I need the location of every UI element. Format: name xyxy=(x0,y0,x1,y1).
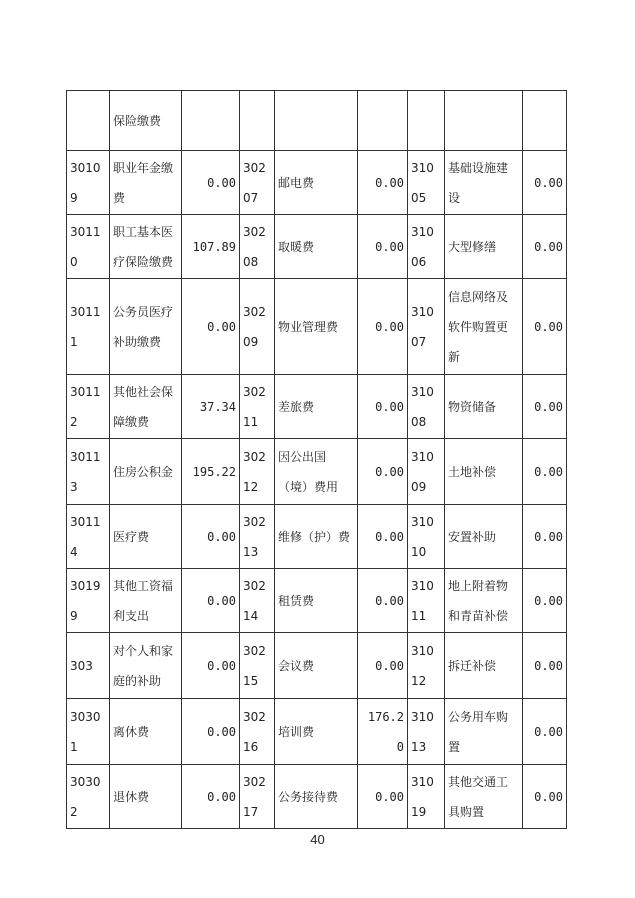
table-cell-v1: 0.00 xyxy=(182,569,240,633)
table-cell-c3: 31013 xyxy=(408,699,445,765)
table-row xyxy=(67,91,567,151)
table-cell-v1: 0.00 xyxy=(182,633,240,699)
table-cell-v2: 0.00 xyxy=(358,375,408,439)
table-cell-n1: 职业年金缴费 xyxy=(110,151,182,215)
table-cell-c3: 31006 xyxy=(408,215,445,279)
table-cell-v2: 0.00 xyxy=(358,279,408,375)
table-cell-n1: 职工基本医疗保险缴费 xyxy=(110,215,182,279)
table-cell-c3: 31019 xyxy=(408,765,445,829)
table-cell-n2: 租赁费 xyxy=(275,569,358,633)
table-cell-n3: 信息网络及软件购置更新 xyxy=(445,279,523,375)
table-cell-c1: 30110 xyxy=(67,215,110,279)
table-cell-c2: 30213 xyxy=(240,505,275,569)
table-body xyxy=(67,91,567,829)
budget-table xyxy=(66,90,567,829)
table-cell-n2: 维修（护）费 xyxy=(275,505,358,569)
table-cell-n2: 物业管理费 xyxy=(275,279,358,375)
table-cell-n2: 取暖费 xyxy=(275,215,358,279)
table-cell-v2: 0.00 xyxy=(358,569,408,633)
table-cell-v1: 195.22 xyxy=(182,439,240,505)
table-cell-v3: 0.00 xyxy=(523,375,567,439)
table-cell-c1: 30301 xyxy=(67,699,110,765)
table-cell-n3: 其他交通工具购置 xyxy=(445,765,523,829)
table-cell-v1: 37.34 xyxy=(182,375,240,439)
table-cell-c3: 31008 xyxy=(408,375,445,439)
table-cell-n2: 培训费 xyxy=(275,699,358,765)
table-cell-c3: 31012 xyxy=(408,633,445,699)
table-cell-c1: 30112 xyxy=(67,375,110,439)
table-cell-v2: 176.20 xyxy=(358,699,408,765)
table-cell-n3: 拆迁补偿 xyxy=(445,633,523,699)
table-cell-n3: 公务用车购置 xyxy=(445,699,523,765)
table-cell-v3: 0.00 xyxy=(523,279,567,375)
table-cell-n3: 大型修缮 xyxy=(445,215,523,279)
table-row xyxy=(67,439,567,505)
table-cell-n1: 保险缴费 xyxy=(110,91,182,151)
table-cell-v2: 0.00 xyxy=(358,765,408,829)
table-cell-c1: 30199 xyxy=(67,569,110,633)
table-cell-c3: 31007 xyxy=(408,279,445,375)
table-cell-c1: 30302 xyxy=(67,765,110,829)
table-cell-c1: 30109 xyxy=(67,151,110,215)
table-cell-n3: 物资储备 xyxy=(445,375,523,439)
table-cell-c1: 30114 xyxy=(67,505,110,569)
table-cell-n2: 差旅费 xyxy=(275,375,358,439)
table-cell-n2: 邮电费 xyxy=(275,151,358,215)
table-cell-v3: 0.00 xyxy=(523,505,567,569)
table-row xyxy=(67,215,567,279)
table-cell-n1: 其他工资福利支出 xyxy=(110,569,182,633)
table-cell-v1: 0.00 xyxy=(182,279,240,375)
table-cell-n1: 医疗费 xyxy=(110,505,182,569)
table-cell-v1: 0.00 xyxy=(182,505,240,569)
table-cell-n3 xyxy=(445,91,523,151)
table-cell-v2: 0.00 xyxy=(358,633,408,699)
table-cell-c3: 31011 xyxy=(408,569,445,633)
table-cell-c2: 30216 xyxy=(240,699,275,765)
table-cell-c2: 30212 xyxy=(240,439,275,505)
table-cell-c3 xyxy=(408,91,445,151)
table-cell-v2: 0.00 xyxy=(358,215,408,279)
table-cell-v2: 0.00 xyxy=(358,439,408,505)
table-cell-c3: 31010 xyxy=(408,505,445,569)
table-cell-c2: 30207 xyxy=(240,151,275,215)
table-cell-n3: 地上附着物和青苗补偿 xyxy=(445,569,523,633)
table-cell-n3: 土地补偿 xyxy=(445,439,523,505)
table-row xyxy=(67,569,567,633)
table-cell-c3: 31009 xyxy=(408,439,445,505)
table-cell-c2: 30209 xyxy=(240,279,275,375)
page-number: 40 xyxy=(310,832,325,847)
table-cell-v3: 0.00 xyxy=(523,151,567,215)
table-cell-n2: 因公出国（境）费用 xyxy=(275,439,358,505)
table-cell-n1: 其他社会保障缴费 xyxy=(110,375,182,439)
table-cell-c1: 30111 xyxy=(67,279,110,375)
table-cell-n1: 离休费 xyxy=(110,699,182,765)
table-cell-c3: 31005 xyxy=(408,151,445,215)
table-cell-v1: 107.89 xyxy=(182,215,240,279)
table-cell-v1 xyxy=(182,91,240,151)
table-row xyxy=(67,505,567,569)
table-cell-c1 xyxy=(67,91,110,151)
table-cell-v2 xyxy=(358,91,408,151)
table-cell-n3: 安置补助 xyxy=(445,505,523,569)
table-cell-n2: 会议费 xyxy=(275,633,358,699)
table-row xyxy=(67,151,567,215)
table-cell-v3: 0.00 xyxy=(523,765,567,829)
table-cell-v3 xyxy=(523,91,567,151)
table-cell-v3: 0.00 xyxy=(523,215,567,279)
table-cell-v3: 0.00 xyxy=(523,633,567,699)
table-cell-v3: 0.00 xyxy=(523,569,567,633)
table-cell-v3: 0.00 xyxy=(523,699,567,765)
table-row xyxy=(67,279,567,375)
table-row xyxy=(67,633,567,699)
table-cell-n1: 对个人和家庭的补助 xyxy=(110,633,182,699)
table-cell-c2: 30208 xyxy=(240,215,275,279)
table-cell-n1: 住房公积金 xyxy=(110,439,182,505)
table-row xyxy=(67,765,567,829)
table-cell-v2: 0.00 xyxy=(358,151,408,215)
table-cell-n1: 公务员医疗补助缴费 xyxy=(110,279,182,375)
table-cell-v3: 0.00 xyxy=(523,439,567,505)
table-cell-c2 xyxy=(240,91,275,151)
table-cell-c1: 30113 xyxy=(67,439,110,505)
table-cell-v2: 0.00 xyxy=(358,505,408,569)
table-row xyxy=(67,699,567,765)
table-cell-v1: 0.00 xyxy=(182,699,240,765)
table-cell-n3: 基础设施建设 xyxy=(445,151,523,215)
table-cell-v1: 0.00 xyxy=(182,765,240,829)
table-cell-c2: 30215 xyxy=(240,633,275,699)
table-cell-v1: 0.00 xyxy=(182,151,240,215)
table-cell-c2: 30217 xyxy=(240,765,275,829)
table-cell-c1: 303 xyxy=(67,633,110,699)
table-cell-n2 xyxy=(275,91,358,151)
table-cell-c2: 30214 xyxy=(240,569,275,633)
table-row xyxy=(67,375,567,439)
table-cell-c2: 30211 xyxy=(240,375,275,439)
table-cell-n2: 公务接待费 xyxy=(275,765,358,829)
table-cell-n1: 退休费 xyxy=(110,765,182,829)
